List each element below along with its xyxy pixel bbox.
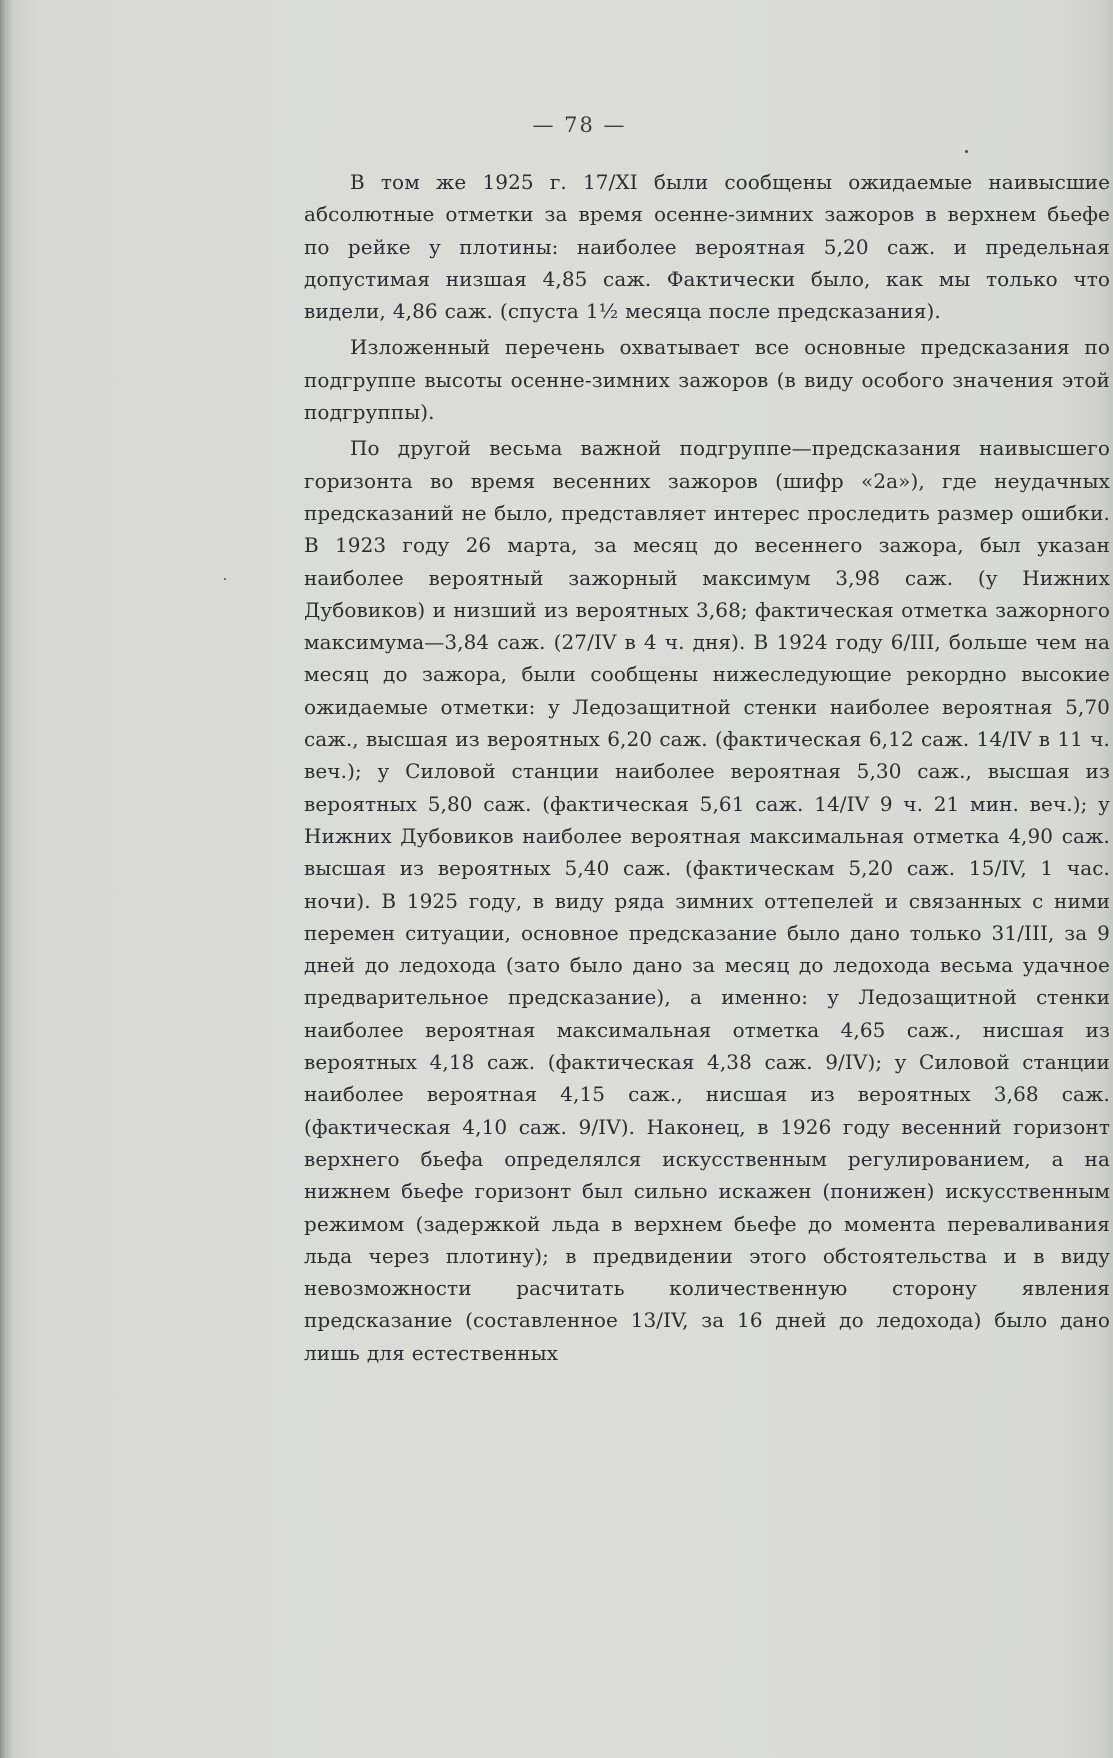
paper-speck xyxy=(224,578,226,580)
paragraph-spring-jams: По другой весьма важной подгруппе—предсказания наивысшего горизонта во время весенних зажоров (шифр «2а»), где неудачных предсказаний не было, представляет интерес проследить размер ошибки. В 1923 году 26 марта, за месяц до весеннего зажора, был указан наиболее вероятный зажорный максимум 3,98 саж. (у Нижних Дубовиков) и низший из вероятных 3,68; фактическая отметка зажорного максимума—3,84 саж. (27/IV в 4 ч. дня). В 1924 году 6/III, больше чем на месяц до зажора, были сообщены нижеследующие рекордно высокие ожидаемые отметки: у Ледозащитной стенки наиболее вероятная 5,70 саж., высшая из вероятных 6,20 саж. (фактическая 6,12 саж. 14/IV в 11 ч. веч.); у Силовой станции наиболее вероятная 5,30 саж., высшая из вероятных 5,80 саж. (фактическая 5,61 саж. 14/IV 9 ч. 21 мин. веч.); у Нижних Дубовиков наиболее вероятная максимальная отметка 4,90 саж. высшая из вероятных 5,40 саж. (фактическам 5,20 саж. 15/IV, 1 час. ночи). В 1925 году, в виду ряда зимних оттепелей и связанных с ними перемен ситуации, основное предсказание было дано только 31/III, за 9 дней до ледохода (зато было дано за месяц до ледохода весьма удачное предварительное предсказание), а именно: у Ледозащитной стенки наиболее вероятная максимальная отметка 4,65 саж., нисшая из вероятных 4,18 саж. (фактическая 4,38 саж. 9/IV); у Силовой станции наиболее вероятная 4,15 саж., нисшая из вероятных 3,68 саж. (фактическая 4,10 саж. 9/IV). Наконец, в 1926 году весенний горизонт верхнего бьефа определялся искусственным регулированием, а на нижнем бьефе горизонт был сильно искажен (понижен) искусственным режимом (задержкой льда в верхнем бьефе до момента переваливания льда через плотину); в предвидении этого обстоятельства и в виду невозможности расчитать количественную сторону явления предсказание (составленное 13/IV, за 16 дней до ледохода) было дано лишь для естественных xyxy=(304,436,1110,1365)
paper-speck xyxy=(965,150,968,153)
page-number: — 78 — xyxy=(532,113,627,137)
paragraph-summary: Изложенный перечень охватывает все основные предсказания по подгруппе высоты осенне-зимних зажоров (в виду особого значения этой подгруппы). xyxy=(304,335,1110,425)
paragraph-forecast-1925: В том же 1925 г. 17/XI были сообщены ожидаемые наивысшие абсолютные отметки за время осенне-зимних зажоров в верхнем бьефе по рейке у плотины: наиболее вероятная 5,20 саж. и предельная допустимая низшая 4,85 саж. Фактически было, как мы только что видели, 4,86 саж. (спуста 1½ месяца после предсказания). xyxy=(304,170,1110,324)
body-text xyxy=(304,166,1110,1369)
